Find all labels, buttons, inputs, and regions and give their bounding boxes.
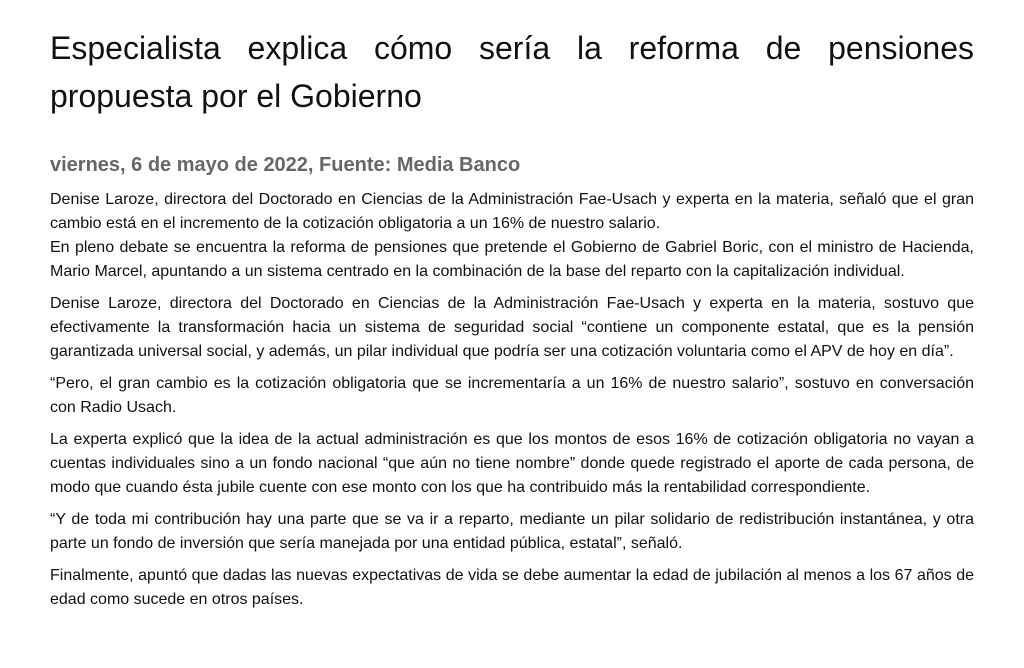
news-article [50, 24, 974, 612]
lead-sentence: Denise Laroze, directora del Doctorado en Ciencias de la Administración Fae-Usach y experta en la materia, señaló que el gran cambio está en el incremento de la cotización obligatoria a un 16% de nuestro salario. [50, 191, 974, 232]
article-paragraph: “Pero, el gran cambio es la cotización obligatoria que se incrementaría a un 16% de nuestro salario”, sostuvo en conversación con Radio Usach. [50, 375, 974, 416]
article-lead [50, 188, 974, 284]
lead-sentence: En pleno debate se encuentra la reforma de pensiones que pretende el Gobierno de Gabriel Boric, con el ministro de Hacienda, Mario Marcel, apuntando a un sistema centrado en la combinación de la base del reparto con la capitalización individual. [50, 239, 974, 280]
article-paragraph: “Y de toda mi contribución hay una parte que se va ir a reparto, mediante un pilar solidario de redistribución instantánea, y otra parte un fondo de inversión que sería manejada por una entidad pública, estatal”, señaló. [50, 511, 974, 552]
article-paragraph: Finalmente, apuntó que dadas las nuevas expectativas de vida se debe aumentar la edad de jubilación al menos a los 67 años de edad como sucede en otros países. [50, 567, 974, 608]
article-headline: Especialista explica cómo sería la reforma de pensiones propuesta por el Gobierno [50, 30, 974, 114]
article-paragraph: La experta explicó que la idea de la actual administración es que los montos de esos 16% de cotización obligatoria no vayan a cuentas individuales sino a un fondo nacional “que aún no tiene nombre” donde quede registrado el aporte de cada persona, de modo que cuando ésta jubile cuente con ese monto con los que ha contribuido más la rentabilidad correspondiente. [50, 431, 974, 496]
article-dateline: viernes, 6 de mayo de 2022, Fuente: Media Banco [50, 154, 521, 176]
article-paragraph: Denise Laroze, directora del Doctorado en Ciencias de la Administración Fae-Usach y experta en la materia, sostuvo que efectivamente la transformación hacia un sistema de seguridad social “contiene un componente estatal, que es la pensión garantizada universal social, y además, un pilar individual que podría ser una cotización voluntaria como el APV de hoy en día”. [50, 295, 974, 360]
